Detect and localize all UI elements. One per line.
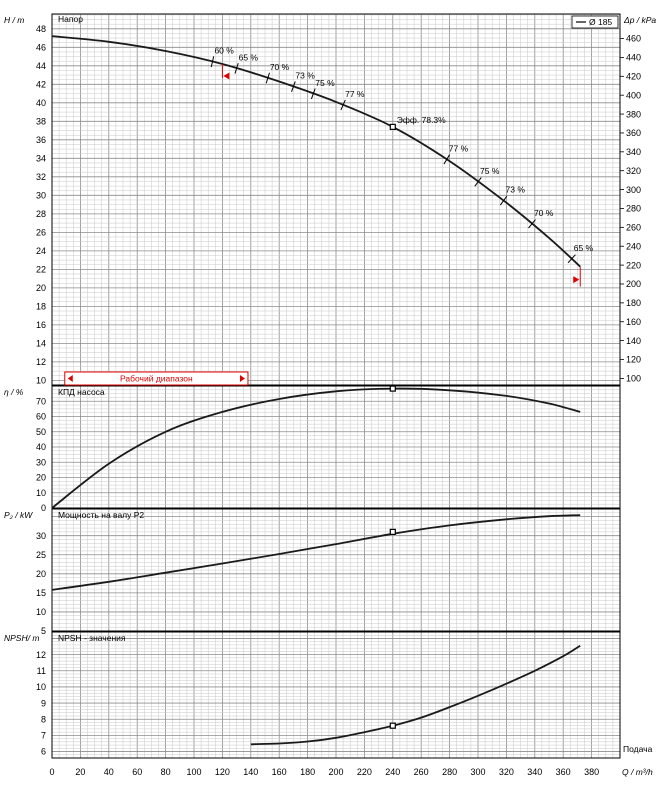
power-curve (52, 515, 580, 590)
y-tick-label: 10 (35, 607, 46, 618)
y-tick-label: 32 (35, 172, 46, 183)
y2-tick-label: 200 (626, 279, 642, 290)
y-tick-label: 20 (35, 472, 46, 483)
efficiency-mark-label: 77 % (345, 89, 365, 100)
y-tick-label: 16 (35, 320, 46, 331)
y-tick-label: 10 (35, 375, 46, 386)
efficiency-mark-label: 77 % (448, 143, 469, 154)
y-tick-label: 15 (35, 588, 46, 599)
y-tick-label: 25 (35, 549, 46, 560)
y-axis-label-head: H / m (4, 15, 25, 25)
x-tick-label: 280 (442, 767, 458, 777)
x-tick-label: 200 (328, 767, 344, 777)
y2-tick-label: 260 (626, 222, 642, 233)
operating-range-label: Рабочий диапазон (120, 373, 193, 384)
y2-axis-label: Δp / kPa (624, 15, 657, 25)
y2-tick-label: 240 (626, 241, 642, 252)
y2-tick-label: 460 (626, 33, 642, 44)
y2-tick-label: 420 (626, 71, 642, 82)
y-tick-label: 28 (35, 209, 46, 220)
y-tick-label: 5 (40, 626, 46, 637)
y-tick-label: 42 (35, 79, 46, 90)
efficiency-mark-label: 73 % (295, 70, 315, 81)
y-tick-label: 70 (35, 396, 46, 407)
x-tick-label: 320 (498, 767, 514, 777)
legend-label: Ø 185 (589, 17, 613, 27)
y-tick-label: 7 (40, 730, 46, 741)
y-tick-label: 40 (35, 98, 46, 109)
y-tick-label: 60 (35, 411, 46, 422)
y-tick-label: 46 (35, 42, 46, 53)
y2-tick-label: 220 (626, 260, 642, 271)
efficiency-mark (444, 155, 450, 164)
y2-tick-label: 380 (626, 109, 642, 120)
y-tick-label: 6 (40, 746, 46, 757)
panel-title-efficiency: КПД насоса (58, 387, 105, 397)
y2-tick-label: 320 (626, 165, 642, 176)
y-tick-label: 20 (35, 283, 46, 294)
y2-tick-label: 180 (626, 298, 642, 309)
efficiency-mark-label: 75 % (315, 77, 335, 88)
y-tick-label: 30 (35, 190, 46, 201)
bep-marker-efficiency (390, 386, 395, 391)
x-tick-label: 340 (527, 767, 543, 777)
range-max-arrow (573, 276, 579, 283)
y-tick-label: 22 (35, 264, 46, 275)
y-tick-label: 9 (40, 698, 46, 709)
efficiency-mark-label: 65 % (573, 242, 594, 253)
y2-tick-label: 120 (626, 354, 642, 365)
panel-title-npsh: NPSH - значения (58, 633, 126, 643)
y-tick-label: 12 (35, 649, 46, 660)
y-tick-label: 14 (35, 338, 46, 349)
range-min-arrow (223, 72, 229, 79)
y2-tick-label: 340 (626, 147, 642, 158)
y-tick-label: 8 (40, 714, 46, 725)
x-axis-caption: Подача (623, 744, 653, 754)
x-tick-label: 160 (271, 767, 287, 777)
efficiency-mark (500, 196, 507, 205)
y2-tick-label: 300 (626, 184, 642, 195)
x-tick-label: 180 (300, 767, 316, 777)
efficiency-mark-label: 75 % (480, 165, 500, 176)
y-tick-label: 30 (35, 457, 46, 468)
panel-title-head: Напор (58, 14, 83, 24)
panel-title-power: Мощность на валу P2 (58, 510, 145, 520)
y-axis-label-power: P₂ / kW (4, 510, 33, 520)
y-tick-label: 20 (35, 569, 46, 580)
x-tick-label: 120 (214, 767, 230, 777)
x-tick-label: 300 (470, 767, 486, 777)
bep-label: Эфф. 78.3% (396, 114, 446, 125)
efficiency-mark-label: 70 % (269, 62, 290, 73)
y-tick-label: 24 (35, 246, 46, 257)
x-tick-label: 40 (103, 767, 114, 777)
x-tick-label: 80 (160, 767, 171, 777)
bep-marker-power (390, 529, 395, 534)
x-tick-label: 220 (356, 767, 372, 777)
y2-tick-label: 160 (626, 316, 642, 327)
npsh-curve (251, 646, 580, 745)
x-tick-label: 140 (243, 767, 259, 777)
y-tick-label: 48 (35, 24, 46, 35)
efficiency-mark-label: 60 % (214, 45, 234, 56)
y-tick-label: 30 (35, 530, 46, 541)
x-tick-label: 20 (75, 767, 86, 777)
y-tick-label: 0 (40, 503, 46, 514)
x-tick-label: 260 (413, 767, 429, 777)
y-axis-label-efficiency: η / % (4, 387, 24, 397)
y-tick-label: 38 (35, 116, 46, 127)
y2-tick-label: 360 (626, 128, 642, 139)
y2-tick-label: 140 (626, 335, 642, 346)
x-tick-label: 60 (132, 767, 143, 777)
y2-tick-label: 440 (626, 52, 642, 63)
x-tick-label: 360 (555, 767, 571, 777)
y-tick-label: 10 (35, 682, 46, 693)
y-tick-label: 18 (35, 301, 46, 312)
y-tick-label: 26 (35, 227, 46, 238)
y-axis-label-npsh: NPSH/ m (4, 633, 40, 643)
frame-layer (52, 14, 624, 758)
y-tick-label: 50 (35, 426, 46, 437)
x-tick-label: 0 (49, 767, 55, 777)
y-tick-label: 44 (35, 61, 46, 72)
x-tick-label: 380 (584, 767, 600, 777)
y2-tick-label: 100 (626, 373, 642, 384)
efficiency-mark-label: 65 % (238, 52, 258, 63)
y-tick-label: 36 (35, 135, 46, 146)
efficiency-mark-label: 70 % (533, 207, 554, 218)
y-tick-label: 10 (35, 487, 46, 498)
bep-marker-head (390, 124, 395, 129)
x-axis-label: Q / m³/h (622, 767, 653, 777)
y-tick-label: 11 (36, 665, 46, 676)
x-tick-label: 240 (385, 767, 401, 777)
y2-tick-label: 400 (626, 90, 642, 101)
y-tick-label: 40 (35, 442, 46, 453)
efficiency-curve (52, 389, 580, 508)
y-tick-label: 34 (35, 153, 46, 164)
x-tick-label: 100 (186, 767, 202, 777)
efficiency-mark-label: 73 % (505, 184, 525, 195)
y-tick-label: 12 (35, 357, 46, 368)
bep-marker-npsh (390, 723, 395, 728)
y2-tick-label: 280 (626, 203, 642, 214)
